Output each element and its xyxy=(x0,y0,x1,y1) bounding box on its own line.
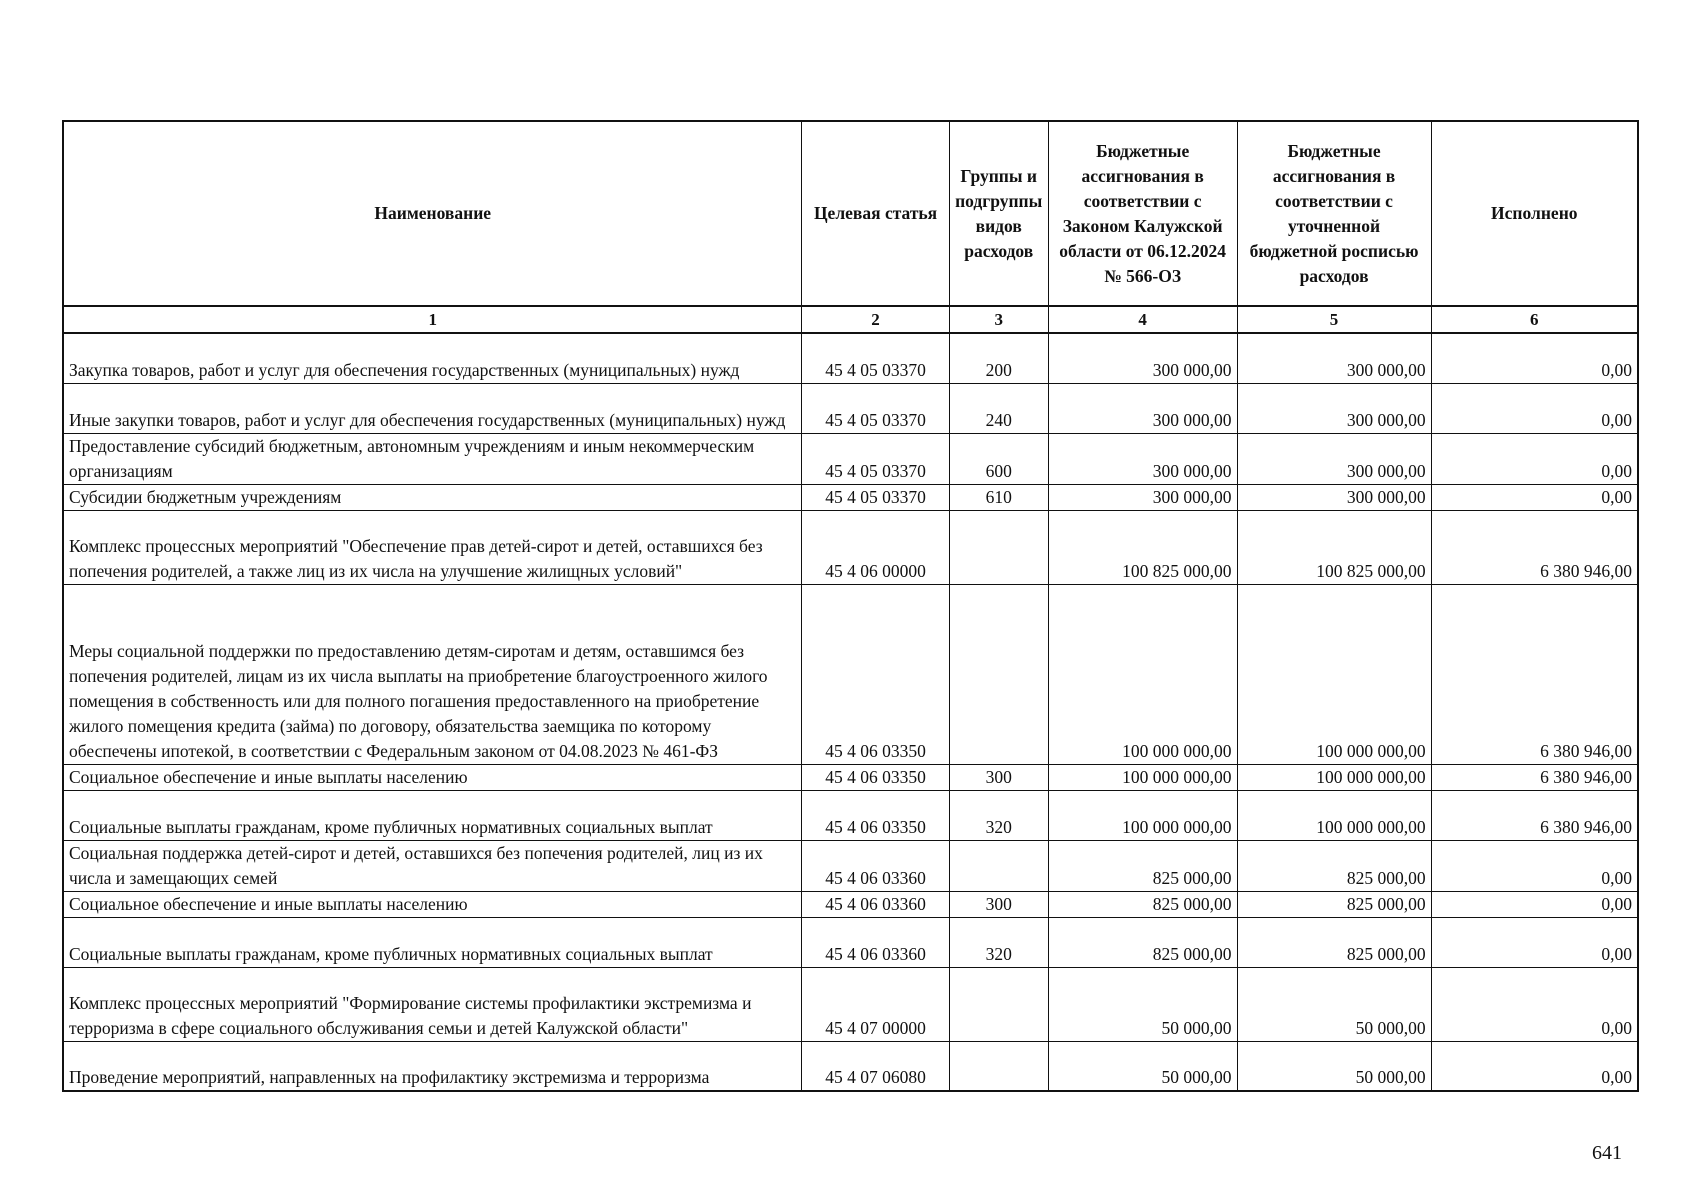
row-executed-amount: 6 380 946,00 xyxy=(1431,584,1638,764)
row-law-amount: 300 000,00 xyxy=(1048,433,1237,484)
table-row xyxy=(63,484,1638,510)
row-expense-group xyxy=(949,510,1048,584)
row-name: Меры социальной поддержки по предоставлению детям-сиротам и детям, оставшимся без попечения родителей, лицам из их числа выплаты на приобретение благоустроенного жилого помещения в собственность или для полного погашения предоставленного на приобретение жилого помещения кредита (займа) по договору, обязательства заемщика по которому обеспечены ипотекой, в соответствии с Федеральным законом от 04.08.2023 № 461-ФЗ xyxy=(63,584,802,764)
row-executed-amount: 0,00 xyxy=(1431,484,1638,510)
row-target-article: 45 4 06 03360 xyxy=(802,891,949,917)
row-name: Социальные выплаты гражданам, кроме публичных нормативных социальных выплат xyxy=(63,917,802,967)
table-body xyxy=(63,333,1638,1091)
row-target-article: 45 4 07 06080 xyxy=(802,1041,949,1091)
row-target-article: 45 4 06 03360 xyxy=(802,917,949,967)
row-target-article: 45 4 07 00000 xyxy=(802,967,949,1041)
table-row xyxy=(63,433,1638,484)
table-row xyxy=(63,840,1638,891)
row-expense-group xyxy=(949,1041,1048,1091)
row-refined-amount: 100 000 000,00 xyxy=(1237,584,1431,764)
row-name: Комплекс процессных мероприятий "Обеспечение прав детей-сирот и детей, оставшихся без попечения родителей, а также лиц из их числа на улучшение жилищных условий" xyxy=(63,510,802,584)
table-row xyxy=(63,510,1638,584)
row-law-amount: 100 000 000,00 xyxy=(1048,584,1237,764)
budget-table xyxy=(62,120,1639,1092)
row-name: Проведение мероприятий, направленных на профилактику экстремизма и терроризма xyxy=(63,1041,802,1091)
row-target-article: 45 4 05 03370 xyxy=(802,433,949,484)
table-row xyxy=(63,764,1638,790)
row-name: Социальное обеспечение и иные выплаты населению xyxy=(63,891,802,917)
column-number: 2 xyxy=(802,306,949,333)
row-expense-group xyxy=(949,967,1048,1041)
header-row xyxy=(63,121,1638,306)
row-name: Иные закупки товаров, работ и услуг для обеспечения государственных (муниципальных) нужд xyxy=(63,383,802,433)
row-executed-amount: 6 380 946,00 xyxy=(1431,790,1638,840)
row-expense-group xyxy=(949,840,1048,891)
row-expense-group: 320 xyxy=(949,790,1048,840)
row-expense-group: 320 xyxy=(949,917,1048,967)
table-row xyxy=(63,1041,1638,1091)
row-law-amount: 100 000 000,00 xyxy=(1048,764,1237,790)
table-row xyxy=(63,917,1638,967)
row-expense-group xyxy=(949,584,1048,764)
row-name: Субсидии бюджетным учреждениям xyxy=(63,484,802,510)
row-target-article: 45 4 06 03350 xyxy=(802,790,949,840)
row-expense-group: 200 xyxy=(949,333,1048,383)
row-law-amount: 825 000,00 xyxy=(1048,891,1237,917)
row-refined-amount: 825 000,00 xyxy=(1237,840,1431,891)
row-expense-group: 240 xyxy=(949,383,1048,433)
row-refined-amount: 100 000 000,00 xyxy=(1237,764,1431,790)
header-name: Наименование xyxy=(63,121,802,306)
table-row xyxy=(63,891,1638,917)
row-executed-amount: 6 380 946,00 xyxy=(1431,510,1638,584)
row-expense-group: 600 xyxy=(949,433,1048,484)
table-row xyxy=(63,333,1638,383)
row-executed-amount: 0,00 xyxy=(1431,967,1638,1041)
row-name: Предоставление субсидий бюджетным, автономным учреждениям и иным некоммерческим организациям xyxy=(63,433,802,484)
row-executed-amount: 0,00 xyxy=(1431,333,1638,383)
row-name: Социальное обеспечение и иные выплаты населению xyxy=(63,764,802,790)
row-law-amount: 100 000 000,00 xyxy=(1048,790,1237,840)
row-refined-amount: 50 000,00 xyxy=(1237,967,1431,1041)
row-target-article: 45 4 06 03360 xyxy=(802,840,949,891)
row-law-amount: 50 000,00 xyxy=(1048,1041,1237,1091)
header-law-appropriations: Бюджетные ассигнования в соответствии с Законом Калужской области от 06.12.2024 № 566-ОЗ xyxy=(1048,121,1237,306)
row-law-amount: 100 825 000,00 xyxy=(1048,510,1237,584)
row-law-amount: 825 000,00 xyxy=(1048,917,1237,967)
row-name: Закупка товаров, работ и услуг для обеспечения государственных (муниципальных) нужд xyxy=(63,333,802,383)
column-number: 1 xyxy=(63,306,802,333)
row-target-article: 45 4 06 03350 xyxy=(802,584,949,764)
row-executed-amount: 0,00 xyxy=(1431,891,1638,917)
header-refined-appropriations: Бюджетные ассигнования в соответствии с уточненной бюджетной росписью расходов xyxy=(1237,121,1431,306)
page-number: 641 xyxy=(1592,1142,1622,1164)
row-name: Комплекс процессных мероприятий "Формирование системы профилактики экстремизма и терроризма в сфере социального обслуживания семьи и детей Калужской области" xyxy=(63,967,802,1041)
row-expense-group: 300 xyxy=(949,764,1048,790)
row-name: Социальная поддержка детей-сирот и детей, оставшихся без попечения родителей, лиц из их числа и замещающих семей xyxy=(63,840,802,891)
table-row xyxy=(63,967,1638,1041)
table-row xyxy=(63,584,1638,764)
column-number: 5 xyxy=(1237,306,1431,333)
row-refined-amount: 300 000,00 xyxy=(1237,333,1431,383)
row-expense-group: 300 xyxy=(949,891,1048,917)
column-number: 4 xyxy=(1048,306,1237,333)
row-executed-amount: 0,00 xyxy=(1431,840,1638,891)
header-executed: Исполнено xyxy=(1431,121,1638,306)
row-refined-amount: 825 000,00 xyxy=(1237,891,1431,917)
row-executed-amount: 6 380 946,00 xyxy=(1431,764,1638,790)
header-expense-groups: Группы и подгруппы видов расходов xyxy=(949,121,1048,306)
row-law-amount: 825 000,00 xyxy=(1048,840,1237,891)
row-expense-group: 610 xyxy=(949,484,1048,510)
column-number: 6 xyxy=(1431,306,1638,333)
row-target-article: 45 4 06 00000 xyxy=(802,510,949,584)
row-executed-amount: 0,00 xyxy=(1431,383,1638,433)
row-refined-amount: 300 000,00 xyxy=(1237,433,1431,484)
header-target-article: Целевая статья xyxy=(802,121,949,306)
row-refined-amount: 300 000,00 xyxy=(1237,383,1431,433)
row-executed-amount: 0,00 xyxy=(1431,1041,1638,1091)
row-refined-amount: 100 825 000,00 xyxy=(1237,510,1431,584)
row-refined-amount: 300 000,00 xyxy=(1237,484,1431,510)
row-law-amount: 50 000,00 xyxy=(1048,967,1237,1041)
table-row xyxy=(63,383,1638,433)
row-target-article: 45 4 05 03370 xyxy=(802,484,949,510)
row-law-amount: 300 000,00 xyxy=(1048,383,1237,433)
column-number-row xyxy=(63,306,1638,333)
row-executed-amount: 0,00 xyxy=(1431,433,1638,484)
row-law-amount: 300 000,00 xyxy=(1048,484,1237,510)
row-executed-amount: 0,00 xyxy=(1431,917,1638,967)
row-law-amount: 300 000,00 xyxy=(1048,333,1237,383)
row-target-article: 45 4 06 03350 xyxy=(802,764,949,790)
row-target-article: 45 4 05 03370 xyxy=(802,383,949,433)
column-number: 3 xyxy=(949,306,1048,333)
row-target-article: 45 4 05 03370 xyxy=(802,333,949,383)
table-row xyxy=(63,790,1638,840)
row-refined-amount: 825 000,00 xyxy=(1237,917,1431,967)
row-refined-amount: 50 000,00 xyxy=(1237,1041,1431,1091)
row-name: Социальные выплаты гражданам, кроме публичных нормативных социальных выплат xyxy=(63,790,802,840)
row-refined-amount: 100 000 000,00 xyxy=(1237,790,1431,840)
